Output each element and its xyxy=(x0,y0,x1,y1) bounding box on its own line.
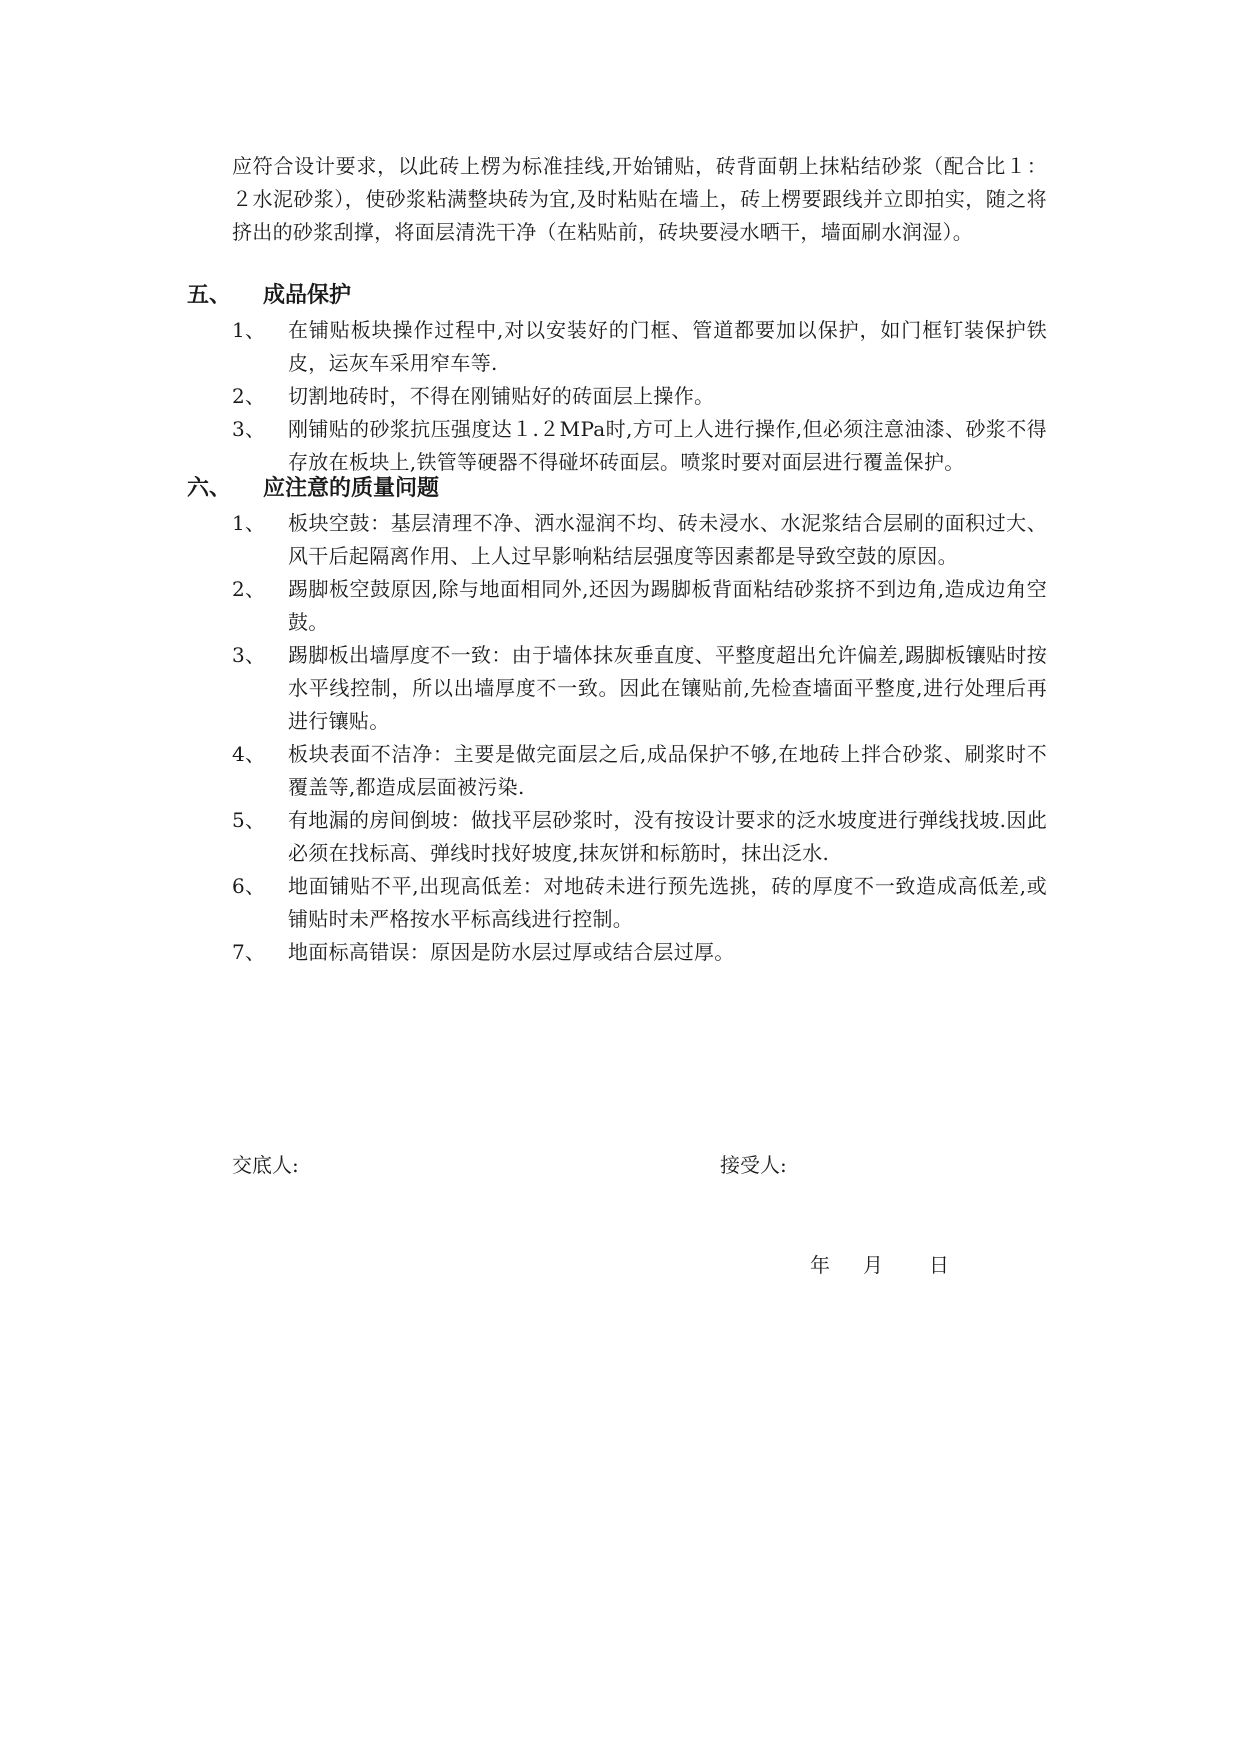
date-year-label: 年 xyxy=(810,1253,830,1277)
intro-paragraph: 应符合设计要求，以此砖上楞为标准挂线,开始铺贴，砖背面朝上抹粘结砂浆（配合比１：２水泥砂浆），使砂浆粘满整块砖为宜,及时粘贴在墙上，砖上楞要跟线并立即拍实，随之将挤出的砂浆刮撑，将面层清洗干净（在粘贴前，砖块要浸水晒干，墙面刷水润湿）。 xyxy=(232,154,1047,244)
list-item-text: 板块空鼓：基层清理不净、洒水湿润不均、砖未浸水、水泥浆结合层刷的面积过大、风干后起隔离作用、上人过早影响粘结层强度等因素都是导致空鼓的原因。 xyxy=(288,511,1047,568)
list-item-text: 切割地砖时，不得在刚铺贴好的砖面层上操作。 xyxy=(288,384,715,408)
list-item xyxy=(232,573,1047,639)
list-item-index: 1、 xyxy=(232,511,266,535)
section-6-title: 应注意的质量问题 xyxy=(263,476,440,501)
list-item-index: 3、 xyxy=(232,417,266,441)
list-item xyxy=(232,380,1047,413)
list-item-text: 地面铺贴不平,出现高低差：对地砖未进行预先选挑，砖的厚度不一致造成高低差,或铺贴时未严格按水平标高线进行控制。 xyxy=(288,874,1047,931)
list-item-text: 踢脚板空鼓原因,除与地面相同外,还因为踢脚板背面粘结砂浆挤不到边角,造成边角空鼓。 xyxy=(288,577,1047,634)
section-5-title: 成品保护 xyxy=(263,283,352,308)
list-item xyxy=(232,639,1047,738)
list-item xyxy=(232,507,1047,573)
list-item-index: 5、 xyxy=(232,808,266,832)
section-6-list xyxy=(232,507,1047,969)
discloser-label: 交底人: xyxy=(232,1153,299,1177)
list-item-index: 2、 xyxy=(232,384,266,408)
section-6-heading xyxy=(187,474,439,504)
receiver-label: 接受人: xyxy=(720,1153,787,1177)
date-month-label: 月 xyxy=(863,1253,883,1277)
list-item-index: 7、 xyxy=(232,940,266,964)
list-item-index: 3、 xyxy=(232,643,266,667)
list-item-index: 1、 xyxy=(232,318,266,342)
signature-date xyxy=(810,1250,949,1280)
section-6-number: 六、 xyxy=(187,476,232,501)
date-day-label: 日 xyxy=(929,1253,949,1277)
list-item-text: 刚铺贴的砂浆抗压强度达１.２MPa时,方可上人进行操作,但必须注意油漆、砂浆不得存放在板块上,铁管等硬器不得碰坏砖面层。喷浆时要对面层进行覆盖保护。 xyxy=(288,417,1047,474)
list-item xyxy=(232,314,1047,380)
section-5-list xyxy=(232,314,1047,479)
section-5-number: 五、 xyxy=(187,283,232,308)
list-item xyxy=(232,870,1047,936)
list-item xyxy=(232,804,1047,870)
list-item xyxy=(232,413,1047,479)
list-item xyxy=(232,738,1047,804)
list-item-index: 6、 xyxy=(232,874,266,898)
list-item-index: 2、 xyxy=(232,577,266,601)
list-item-text: 踢脚板出墙厚度不一致：由于墙体抹灰垂直度、平整度超出允许偏差,踢脚板镶贴时按水平线控制，所以出墙厚度不一致。因此在镶贴前,先检查墙面平整度,进行处理后再进行镶贴。 xyxy=(288,643,1047,733)
section-5-heading xyxy=(187,281,351,311)
list-item-text: 在铺贴板块操作过程中,对以安装好的门框、管道都要加以保护，如门框钉装保护铁皮，运灰车采用窄车等. xyxy=(288,318,1047,375)
list-item-text: 地面标高错误：原因是防水层过厚或结合层过厚。 xyxy=(288,940,735,964)
list-item-text: 板块表面不洁净：主要是做完面层之后,成品保护不够,在地砖上拌合砂浆、刷浆时不覆盖等,都造成层面被污染. xyxy=(288,742,1047,799)
list-item xyxy=(232,936,1047,969)
list-item-index: 4、 xyxy=(232,742,266,766)
list-item-text: 有地漏的房间倒坡：做找平层砂浆时，没有按设计要求的泛水坡度进行弹线找坡.因此必须在找标高、弹线时找好坡度,抹灰饼和标筋时，抹出泛水. xyxy=(288,808,1047,865)
